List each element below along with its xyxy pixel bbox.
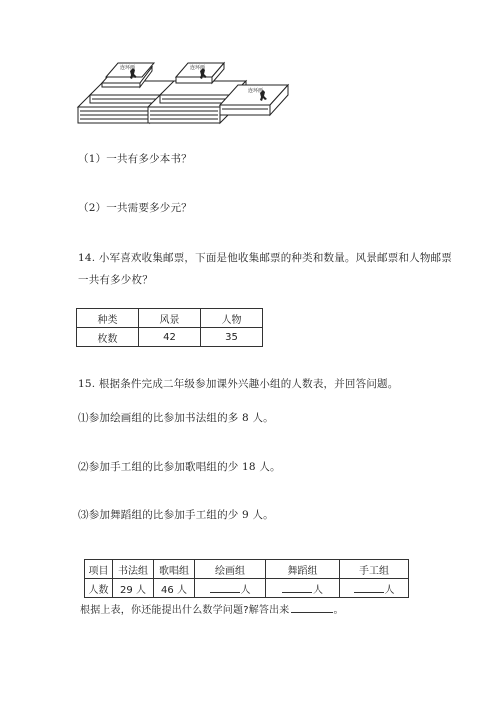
table-cell: 舞蹈组 <box>266 560 340 579</box>
table-cell: 种类 <box>77 309 139 328</box>
fill-in-blank-cell[interactable]: 人 <box>266 579 340 598</box>
book-label: 连环画 <box>248 88 264 94</box>
q15-ask-end: 。 <box>333 605 344 616</box>
fill-in-blank-cell[interactable]: 人 <box>340 579 409 598</box>
q15-condition-2: ⑵参加手工组的比参加歌唱组的少 18 人。 <box>78 461 281 473</box>
table-cell: 绘画组 <box>195 560 266 579</box>
table-row <box>77 328 263 347</box>
table-cell: 人数 <box>85 579 113 598</box>
q15-ask-text: 根据上表，你还能提出什么数学问题?解答出来 <box>80 605 290 616</box>
table-cell: 29 人 <box>113 579 154 598</box>
group-count-table <box>84 559 409 598</box>
table-cell: 歌唱组 <box>154 560 195 579</box>
table-cell: 书法组 <box>113 560 154 579</box>
table-cell: 人物 <box>201 309 263 328</box>
table-cell: 风景 <box>139 309 201 328</box>
q15-title: 15. 根据条件完成二年级参加课外兴趣小组的人数表，并回答问题。 <box>78 378 399 390</box>
q15-condition-3: ⑶参加舞蹈组的比参加手工组的少 9 人。 <box>78 509 274 521</box>
table-row <box>85 579 409 598</box>
table-row <box>77 309 263 328</box>
q15-ask <box>80 601 344 616</box>
table-row <box>85 560 409 579</box>
table-cell: 46 人 <box>154 579 195 598</box>
q13-sub1: （1）一共有多少本书？ <box>78 153 192 165</box>
book-label: 连环画 <box>120 65 136 71</box>
q14-text-line1: 14. 小军喜欢收集邮票，下面是他收集邮票的种类和数量。风景邮票和人物邮票 <box>78 252 452 264</box>
table-cell: 35 <box>201 328 263 347</box>
answer-blank[interactable] <box>291 602 333 613</box>
table-cell: 手工组 <box>340 560 409 579</box>
table-cell: 枚数 <box>77 328 139 347</box>
q15-condition-1: ⑴参加绘画组的比参加书法组的多 8 人。 <box>78 412 274 424</box>
q14-text-line2: 一共有多少枚？ <box>78 274 153 286</box>
fill-in-blank-cell[interactable]: 人 <box>195 579 266 598</box>
table-cell: 项目 <box>85 560 113 579</box>
book-label: 连环画 <box>190 65 206 71</box>
stamp-table <box>76 308 263 347</box>
books-illustration <box>70 55 300 133</box>
q13-sub2: （2）一共需要多少元？ <box>78 202 192 214</box>
table-cell: 42 <box>139 328 201 347</box>
